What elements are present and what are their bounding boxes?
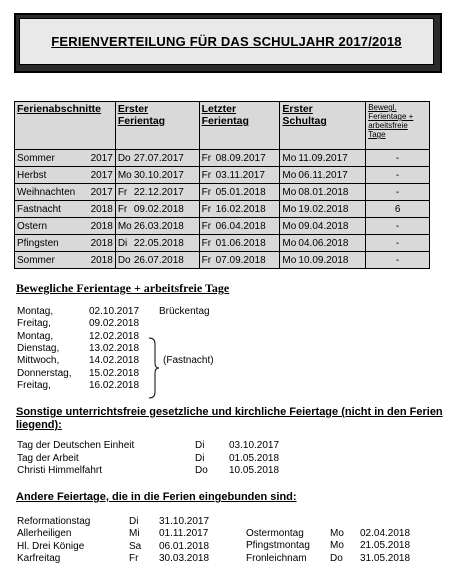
bewegliche-entry (17, 331, 139, 342)
table-row (15, 150, 430, 167)
row-first-school-day: Mo 19.02.2018 (280, 201, 366, 218)
entry-note: Brückentag (159, 306, 210, 317)
row-first-day: Di 22.05.2018 (115, 235, 199, 252)
entry-date: 21.05.2018 (360, 540, 411, 552)
row-first-school-day: Mo 09.04.2018 (280, 218, 366, 235)
row-first-day: Do 26.07.2018 (115, 252, 199, 269)
entry-date: 31.05.2018 (360, 552, 411, 564)
entry-date: 13.02.2018 (89, 342, 140, 354)
title-box (14, 13, 442, 73)
entry-day: Di (129, 516, 139, 527)
table-row (15, 184, 430, 201)
row-name: Weihnachten 2017 (15, 184, 116, 201)
bewegliche-entry (17, 318, 139, 329)
entry-day: Do (195, 465, 208, 476)
andere-heading: Andere Feiertage, die in die Ferien eingebunden sind: (16, 491, 297, 503)
entry-name: Fronleichnam (246, 552, 307, 564)
bewegliche-entry (17, 306, 210, 317)
row-name: Fastnacht 2018 (15, 201, 116, 218)
row-last-day: Fr 05.01.2018 (199, 184, 280, 201)
row-extra-days: - (366, 150, 430, 167)
entry-date: 03.10.2017 (229, 440, 280, 451)
header-erster-schultag: Erster Schultag (280, 102, 366, 150)
row-extra-days: 6 (366, 201, 430, 218)
entry-day: Di (195, 440, 205, 451)
sonstige-entry (17, 440, 279, 451)
entry-day: Donnerstag, (17, 367, 72, 379)
row-last-day: Fr 07.09.2018 (199, 252, 280, 269)
bewegliche-entry (17, 355, 214, 367)
entry-day: Montag, (17, 330, 54, 342)
entry-date: 31.10.2017 (159, 516, 210, 527)
page-title: FERIENVERTEILUNG FÜR DAS SCHULJAHR 2017/2018 (51, 34, 402, 49)
entry-date: 01.05.2018 (229, 452, 280, 464)
row-last-day: Fr 01.06.2018 (199, 235, 280, 252)
row-name: Sommer 2018 (15, 252, 116, 269)
row-name: Ostern 2018 (15, 218, 116, 235)
entry-name: Christi Himmelfahrt (17, 465, 103, 476)
entry-name: Pfingstmontag (246, 540, 310, 552)
sonstige-entry (17, 453, 279, 464)
entry-day: Mi (129, 528, 140, 540)
row-first-day: Mo 26.03.2018 (115, 218, 199, 235)
row-last-day: Fr 06.04.2018 (199, 218, 280, 235)
entry-date: 09.02.2018 (89, 318, 140, 330)
entry-date: 02.04.2018 (360, 528, 411, 539)
row-first-day: Do 27.07.2017 (115, 150, 199, 167)
row-extra-days: - (366, 167, 430, 184)
andere-entry-left (17, 516, 209, 527)
header-erster-ferientag: Erster Ferientag (115, 102, 199, 150)
row-name: Pfingsten 2018 (15, 235, 116, 252)
table-row (15, 201, 430, 218)
row-last-day: Fr 03.11.2017 (199, 167, 280, 184)
bewegliche-entry (17, 380, 139, 391)
entry-date: 15.02.2018 (89, 367, 140, 379)
entry-note: (Fastnacht) (163, 355, 214, 367)
sonstige-entry (17, 465, 279, 476)
row-extra-days: - (366, 218, 430, 235)
entry-name: Karfreitag (17, 552, 61, 564)
brace-icon (148, 337, 160, 399)
entry-day: Freitag, (17, 379, 51, 391)
row-extra-days: - (366, 184, 430, 201)
entry-day: Mittwoch, (17, 355, 60, 367)
entry-date: 12.02.2018 (89, 330, 140, 342)
table-row (15, 218, 430, 235)
entry-day: Dienstag, (17, 342, 60, 354)
entry-day: Do (330, 552, 343, 564)
entry-date: 14.02.2018 (89, 355, 140, 367)
entry-name: Ostermontag (246, 528, 304, 539)
entry-date: 16.02.2018 (89, 379, 140, 391)
table-row (15, 235, 430, 252)
row-name: Sommer 2017 (15, 150, 116, 167)
header-ferienabschnitte: Ferienabschnitte (15, 102, 116, 150)
table-row (15, 252, 430, 269)
bewegliche-entry (17, 368, 139, 379)
row-first-day: Mo 30.10.2017 (115, 167, 199, 184)
andere-entry-right (246, 540, 410, 551)
entry-date: 06.01.2018 (159, 540, 210, 552)
entry-day: Di (195, 452, 205, 464)
row-first-school-day: Mo 06.11.2017 (280, 167, 366, 184)
row-first-day: Fr 22.12.2017 (115, 184, 199, 201)
table-header-row (15, 102, 430, 150)
header-letzter-ferientag: Letzter Ferientag (199, 102, 280, 150)
table-row (15, 167, 430, 184)
andere-entry-left (17, 541, 209, 552)
entry-day: Mo (330, 540, 344, 552)
andere-entry-left (17, 528, 208, 539)
header-bewegliche-tage: Bewegl. Ferientage + arbeitsfreie Tage (366, 102, 430, 150)
holiday-table (14, 101, 430, 269)
row-extra-days: - (366, 235, 430, 252)
row-first-school-day: Mo 10.09.2018 (280, 252, 366, 269)
title-inner (19, 18, 434, 65)
entry-name: Tag der Arbeit (17, 452, 79, 464)
entry-date: 02.10.2017 (89, 306, 140, 317)
entry-name: Tag der Deutschen Einheit (17, 440, 135, 451)
row-first-school-day: Mo 08.01.2018 (280, 184, 366, 201)
row-first-school-day: Mo 04.06.2018 (280, 235, 366, 252)
sonstige-heading-line2: liegend): (16, 419, 62, 431)
bewegliche-heading: Bewegliche Ferientage + arbeitsfreie Tage (16, 281, 230, 295)
andere-entry-left (17, 553, 209, 564)
entry-date: 01.11.2017 (159, 528, 209, 540)
row-extra-days: - (366, 252, 430, 269)
entry-day: Sa (129, 540, 142, 552)
entry-day: Fr (129, 552, 139, 564)
row-name: Herbst 2017 (15, 167, 116, 184)
row-last-day: Fr 16.02.2018 (199, 201, 280, 218)
sonstige-heading-line1: Sonstige unterrichtsfreie gesetzliche und kirchliche Feiertage (nicht in den Ferien (16, 406, 443, 418)
bewegliche-entry (17, 343, 139, 354)
entry-name: Reformationstag (17, 516, 91, 527)
row-last-day: Fr 08.09.2017 (199, 150, 280, 167)
entry-day: Mo (330, 528, 344, 539)
row-first-school-day: Mo 11.09.2017 (280, 150, 366, 167)
andere-entry-right (246, 553, 410, 564)
entry-name: Hl. Drei Könige (17, 540, 85, 552)
entry-name: Allerheiligen (17, 528, 72, 540)
entry-day: Freitag, (17, 318, 51, 330)
entry-date: 10.05.2018 (229, 465, 280, 476)
entry-day: Montag, (17, 306, 54, 317)
andere-entry-right (246, 528, 410, 539)
row-first-day: Fr 09.02.2018 (115, 201, 199, 218)
entry-date: 30.03.2018 (159, 552, 210, 564)
